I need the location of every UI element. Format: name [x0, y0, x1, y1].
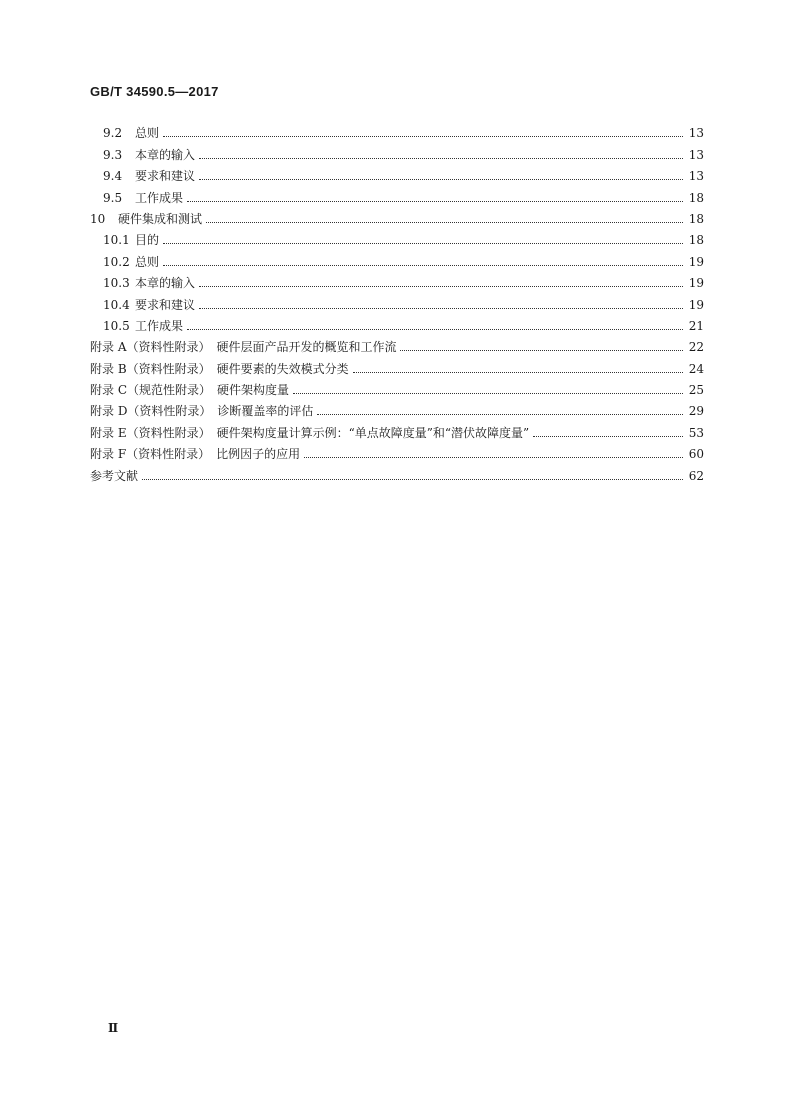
toc-entry-title: 要求和建议 — [135, 169, 196, 184]
toc-entry-number: 9.4 — [103, 169, 123, 184]
toc-entry-title: 工作成果 — [135, 318, 184, 333]
toc-entry-page: 62 — [688, 468, 704, 483]
toc-entry-title: 附录 E（资料性附录） 硬件架构度量计算示例：“单点故障度量”和“潜伏故障度量” — [90, 425, 530, 440]
dot-leader — [199, 308, 683, 309]
toc-entry-title: 本章的输入 — [135, 147, 196, 162]
toc-entry[interactable] — [90, 354, 704, 375]
dot-leader — [400, 350, 682, 351]
dot-leader — [199, 179, 683, 180]
toc-entry-number: 10.1 — [103, 233, 130, 248]
toc-entry-page: 22 — [688, 340, 704, 355]
toc-entry[interactable] — [90, 418, 704, 439]
toc-entry-page: 19 — [688, 297, 704, 312]
toc-entry-number: 10.5 — [103, 318, 130, 333]
dot-leader — [353, 372, 683, 373]
dot-leader — [187, 329, 683, 330]
dot-leader — [199, 158, 683, 159]
toc-entry-title: 硬件集成和测试 — [118, 211, 203, 226]
standard-number: GB/T 34590.5—2017 — [90, 84, 219, 99]
dot-leader — [293, 393, 683, 394]
toc-entry-page: 53 — [688, 425, 704, 440]
toc-entry-title: 要求和建议 — [135, 297, 196, 312]
toc-entry-title: 附录 B（资料性附录） 硬件要素的失效模式分类 — [90, 361, 349, 376]
toc-entry-number: 9.5 — [103, 190, 123, 205]
toc-entry[interactable] — [90, 162, 704, 183]
toc-entry[interactable] — [90, 183, 704, 204]
toc-entry-number: 9.2 — [103, 126, 123, 141]
toc-entry[interactable] — [90, 312, 704, 333]
dot-leader — [142, 479, 683, 480]
toc-entry[interactable] — [90, 119, 704, 140]
toc-entry[interactable] — [90, 247, 704, 268]
toc-entry[interactable] — [90, 397, 704, 418]
toc-entry-title: 参考文献 — [90, 468, 139, 483]
toc-entry-number: 10.3 — [103, 276, 130, 291]
toc-entry[interactable] — [90, 290, 704, 311]
table-of-contents — [90, 119, 704, 483]
toc-entry-number: 9.3 — [103, 147, 123, 162]
toc-entry[interactable] — [90, 269, 704, 290]
dot-leader — [163, 265, 683, 266]
toc-entry-page: 13 — [688, 147, 704, 162]
dot-leader — [304, 457, 683, 458]
toc-entry-page: 24 — [688, 361, 704, 376]
toc-entry[interactable] — [90, 205, 704, 226]
toc-entry-number: 10.2 — [103, 254, 130, 269]
toc-entry-page: 29 — [688, 404, 704, 419]
toc-entry[interactable] — [90, 440, 704, 461]
toc-entry[interactable] — [90, 333, 704, 354]
toc-entry-page: 25 — [688, 383, 704, 398]
dot-leader — [533, 436, 683, 437]
toc-entry-title: 附录 F（资料性附录） 比例因子的应用 — [90, 447, 301, 462]
toc-entry-title: 附录 C（规范性附录） 硬件架构度量 — [90, 383, 289, 398]
dot-leader — [163, 243, 683, 244]
toc-entry-page: 13 — [688, 169, 704, 184]
dot-leader — [317, 414, 682, 415]
toc-entry[interactable] — [90, 461, 704, 482]
dot-leader — [163, 136, 683, 137]
toc-entry-title: 本章的输入 — [135, 276, 196, 291]
toc-entry[interactable] — [90, 226, 704, 247]
toc-entry-title: 总则 — [135, 126, 160, 141]
toc-entry-page: 19 — [688, 254, 704, 269]
toc-entry-title: 总则 — [135, 254, 160, 269]
toc-entry-page: 21 — [688, 318, 704, 333]
toc-entry-title: 附录 D（资料性附录） 诊断覆盖率的评估 — [90, 404, 314, 419]
toc-entry-page: 60 — [688, 447, 704, 462]
toc-entry-number: 10 — [90, 211, 106, 226]
dot-leader — [206, 222, 683, 223]
page-number: Ⅱ — [108, 1021, 119, 1035]
toc-entry[interactable] — [90, 376, 704, 397]
toc-entry-page: 18 — [688, 233, 704, 248]
dot-leader — [199, 286, 683, 287]
toc-entry-page: 19 — [688, 276, 704, 291]
toc-entry-page: 13 — [688, 126, 704, 141]
toc-entry-title: 目的 — [135, 233, 160, 248]
toc-entry-page: 18 — [688, 211, 704, 226]
toc-entry-page: 18 — [688, 190, 704, 205]
dot-leader — [187, 201, 683, 202]
toc-entry-title: 工作成果 — [135, 190, 184, 205]
toc-entry[interactable] — [90, 140, 704, 161]
toc-entry-number: 10.4 — [103, 297, 130, 312]
toc-entry-title: 附录 A（资料性附录） 硬件层面产品开发的概览和工作流 — [90, 340, 397, 355]
